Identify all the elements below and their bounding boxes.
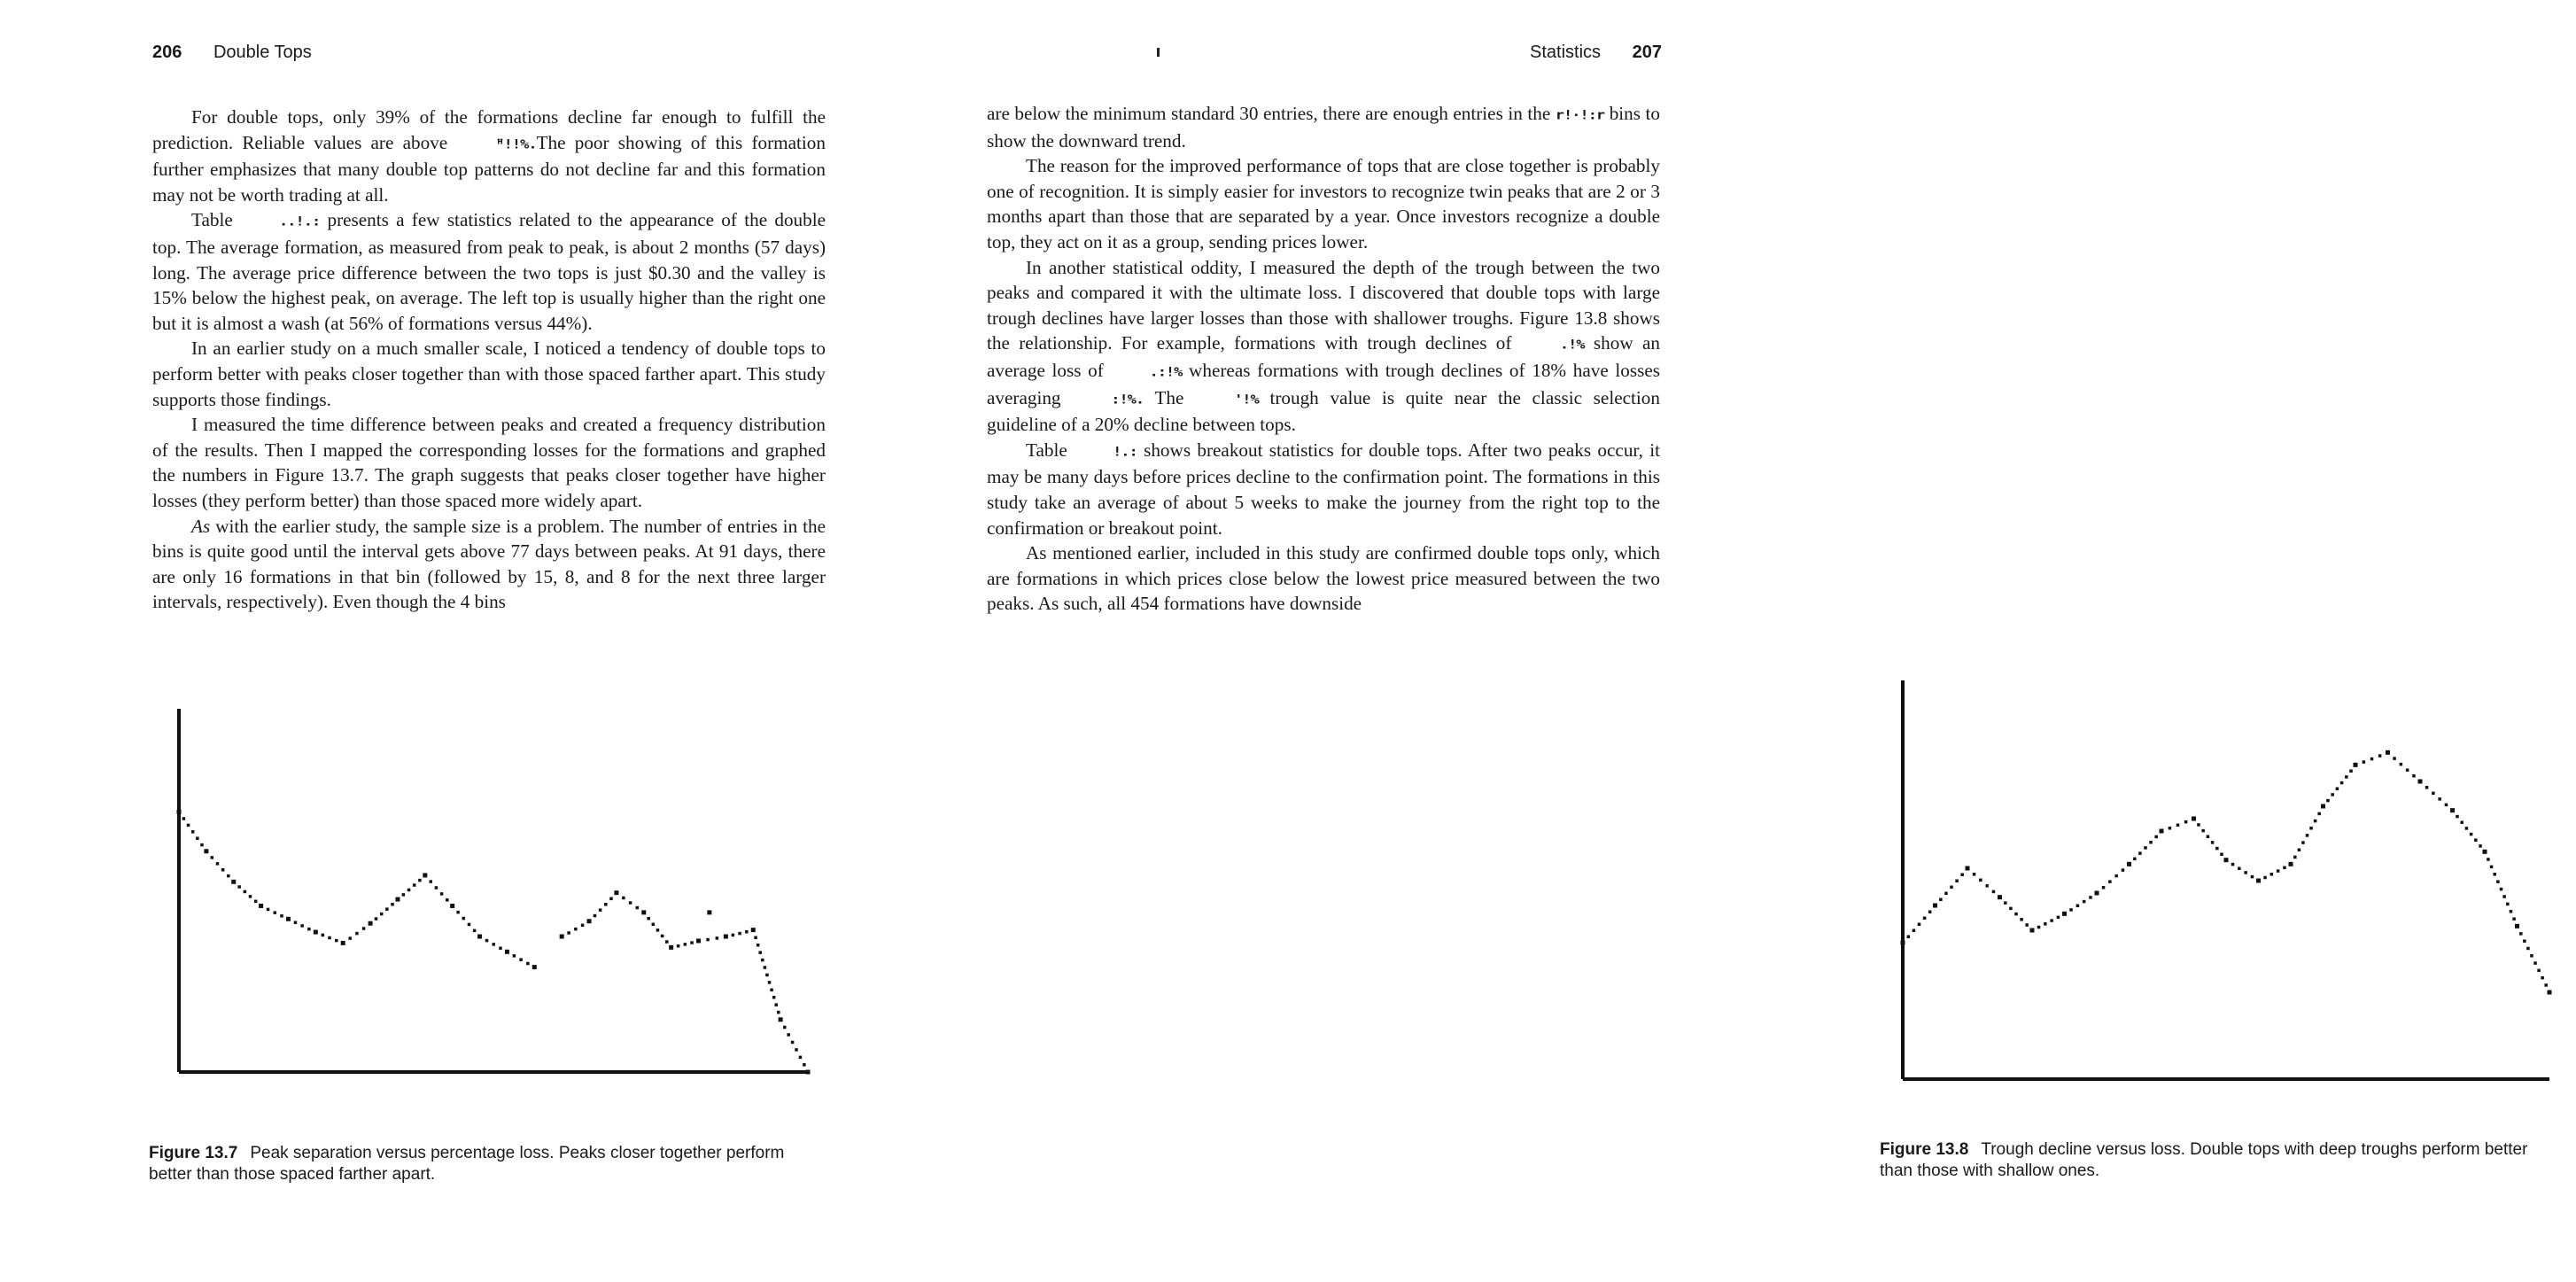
line-dot (2306, 834, 2309, 837)
figure-13-7-caption (149, 1143, 822, 1185)
center-tick-mark (1157, 48, 1160, 57)
line-dot (783, 1026, 787, 1029)
data-point (2224, 858, 2229, 862)
line-dot (745, 930, 749, 934)
data-point (477, 935, 482, 939)
line-dot (237, 885, 241, 889)
line-dot (2069, 908, 2073, 912)
line-dot (2301, 841, 2305, 844)
line-dot (677, 944, 680, 948)
data-point (2062, 912, 2067, 916)
line-dot (2487, 858, 2490, 861)
line-dot (1939, 898, 1943, 902)
line-dot (594, 914, 597, 918)
line-dot (499, 946, 502, 950)
line-dot (2014, 913, 2018, 916)
line-dot (362, 927, 366, 930)
line-dot (2456, 815, 2459, 819)
line-dot (754, 936, 757, 940)
line-dot (2314, 820, 2317, 823)
data-point (641, 910, 646, 914)
data-point (2548, 991, 2552, 995)
right-running-head (1530, 43, 1662, 69)
data-point (2160, 829, 2164, 834)
line-dot (2378, 754, 2382, 758)
line-dot (473, 929, 477, 933)
line-dot (385, 907, 389, 911)
line-dot (2345, 775, 2348, 779)
line-dot (1979, 879, 1982, 882)
line-dot (772, 996, 776, 999)
line-dot (254, 900, 258, 904)
data-point (395, 897, 400, 902)
line-dot (1913, 929, 1916, 933)
data-point (286, 917, 291, 921)
line-dot (493, 943, 496, 946)
line-dot (2108, 880, 2112, 883)
line-dot (652, 923, 656, 927)
line-dot (647, 917, 650, 921)
line-dot (2207, 835, 2210, 839)
line-dot (407, 889, 411, 892)
line-dot (2500, 888, 2503, 891)
right-body-text (987, 101, 1660, 617)
figure-label: Figure 13.8 (1880, 1140, 1969, 1159)
line-dot (787, 1033, 790, 1037)
data-point (707, 910, 711, 914)
line-dot (2445, 804, 2448, 807)
line-dot (227, 874, 230, 878)
line-dot (1950, 886, 1953, 890)
line-dot (2220, 853, 2223, 857)
line-dot (2523, 939, 2526, 943)
line-dot (2238, 867, 2241, 871)
line-dot (2474, 839, 2478, 843)
line-dot (684, 943, 687, 946)
paragraph: In an earlier study on a much smaller scale, I noticed a tendency of double tops to perform better with peaks closer together than with those spaced farther apart. This study supports those findings. (152, 338, 826, 410)
line-dot (456, 911, 460, 914)
line-dot (2201, 829, 2205, 833)
line-dot (2020, 918, 2023, 921)
paragraph: As with the earlier study, the sample size is a problem. The number of entries in the bins is quite good until the interval gets above 77 days between peaks. At 91 days, there are only 16 formations in that bin (followed by 15, 8, and 8 for the next three larger intervals, respectively). Even though the 4 bins (152, 515, 826, 613)
line-dot (2263, 876, 2267, 880)
left-page (0, 0, 907, 1282)
data-point (532, 965, 537, 969)
paragraph: Table !.: shows breakout statistics for double tops. After two peaks occur, it may be many days before prices decline to the confirmation point. The formations in this study take an average of about 5 weeks to make the journey from the right top to the confirmation or breakout point. (987, 439, 1660, 539)
line-dot (2336, 788, 2339, 791)
data-point (2483, 850, 2487, 854)
garbled-table-ref: ..!.: (279, 214, 321, 229)
line-dot (1918, 923, 1921, 927)
data-point (450, 904, 454, 908)
line-dot (2122, 868, 2125, 872)
line-dot (2512, 917, 2516, 921)
line-dot (1985, 884, 1989, 888)
line-dot (770, 989, 773, 992)
line-dot (2502, 895, 2506, 898)
line-dot (2244, 871, 2247, 874)
data-point (177, 810, 182, 814)
line-dot (609, 897, 613, 901)
line-dot (2138, 851, 2142, 855)
data-point (2030, 928, 2035, 933)
line-dot (1992, 890, 1996, 894)
line-dot (2393, 757, 2396, 760)
line-dot (1955, 880, 1959, 883)
line-dot (690, 941, 694, 944)
data-point (423, 873, 427, 877)
line-dot (2298, 849, 2301, 852)
line-dot (244, 890, 247, 894)
line-dot (526, 962, 530, 966)
garbled-value: .:!% (1149, 364, 1183, 380)
garbled-value: :!%. (1111, 392, 1144, 408)
line-dot (2251, 875, 2254, 879)
line-dot (2510, 910, 2513, 913)
paragraph: In another statistical oddity, I measured the depth of the trough between the two peaks and compared it with the ultimate loss. I discovered that double tops with large trough declines have larger losses than those with shallower troughs. Figure 13.8 shows the relationship. For example, formations with trough declines of .!% show an average loss of .:!% whereas formations with trough declines of 18% have losses averaging :!%. The '!% trough value is quite near the classic selection guideline of a 20% decline between tops. (987, 256, 1661, 436)
line-dot (1907, 936, 1911, 939)
line-dot (2370, 758, 2374, 761)
data-point (2095, 891, 2099, 896)
line-dot (732, 934, 735, 937)
line-dot (418, 879, 422, 882)
line-dot (768, 981, 772, 984)
garbled-value: ꟸ!!%. (495, 136, 537, 152)
line-dot (211, 856, 214, 859)
left-body-text (152, 105, 826, 615)
data-point (806, 1070, 811, 1075)
line-dot (661, 935, 664, 938)
line-dot (581, 924, 585, 928)
line-dot (2102, 886, 2106, 890)
line-dot (519, 958, 523, 961)
line-dot (446, 898, 449, 902)
line-dot (2309, 827, 2313, 830)
data-point (2289, 862, 2293, 866)
line-dot (468, 923, 471, 927)
line-dot (2470, 833, 2473, 836)
line-dot (435, 886, 438, 890)
paragraph: I measured the time difference between peaks and created a frequency distribution of the results. Then I mapped the corresponding losses for the formations and graphed the numbers in Figure 13.7. The graph suggests that peaks closer together have higher losses (they perform better) than those spaced more widely apart. (152, 414, 826, 511)
line-dot (187, 824, 190, 827)
line-dot (307, 928, 311, 931)
line-dot (1928, 911, 1932, 914)
line-dot (440, 892, 444, 896)
line-dot (485, 939, 489, 943)
line-dot (191, 830, 195, 834)
line-dot (2149, 841, 2153, 844)
line-dot (2493, 873, 2496, 876)
line-dot (216, 862, 220, 866)
line-dot (2197, 823, 2200, 827)
data-point (1966, 866, 1970, 871)
line-dot (2133, 858, 2137, 861)
data-point (231, 880, 236, 884)
line-dot (355, 932, 359, 936)
caption-text: Trough decline versus loss. Double tops with deep troughs perform better than those with shallow ones. (1880, 1140, 2528, 1180)
line-dot (799, 1056, 803, 1060)
line-dot (2144, 846, 2147, 850)
line-dot (2465, 827, 2469, 830)
line-dot (413, 883, 416, 887)
line-dot (380, 913, 384, 916)
line-dot (2400, 763, 2403, 766)
data-point (779, 1017, 783, 1022)
line-dot (757, 944, 760, 947)
line-dot (2009, 907, 2013, 911)
line-dot (2076, 905, 2080, 908)
line-dot (2340, 781, 2344, 785)
data-point (204, 849, 208, 853)
line-dot (2406, 768, 2409, 772)
line-dot (777, 1011, 780, 1014)
line-dot (758, 951, 762, 954)
data-point (1998, 895, 2002, 899)
line-dot (791, 1041, 795, 1045)
figure-label: Figure 13.7 (149, 1144, 238, 1162)
line-dot (2283, 866, 2286, 870)
paragraph: The reason for the improved performance of tops that are close together is probably one of recognition. It is simply easier for investors to recognize twin peaks that are 2 or 3 months apart than those that are separated by a year. Once investors recognize a double top, they act on it as a group, sending prices lower. (987, 155, 1660, 253)
data-point (2192, 817, 2196, 821)
line-dot (2270, 873, 2274, 876)
line-dot (665, 940, 669, 944)
data-point (2515, 924, 2519, 928)
line-dot (2438, 797, 2441, 801)
data-point (560, 935, 564, 939)
line-dot (2083, 900, 2086, 904)
line-dot (2154, 835, 2158, 839)
line-dot (430, 880, 433, 883)
line-dot (2050, 919, 2053, 922)
line-dot (2490, 866, 2494, 869)
paragraph: Table ..!.: presents a few statistics related to the appearance of the double top. The average formation, as measured from peak to peak, is about 2 months (57 days) long. The average price difference between the two tops is just $0.30 and the valley is 15% below the highest peak, on average. The left top is usually higher than the right one but it is almost a wash (at 56% of formations versus 44%). (152, 209, 826, 334)
line-dot (221, 868, 225, 872)
line-dot (2215, 847, 2219, 851)
line-dot (2537, 969, 2541, 973)
line-dot (2541, 976, 2544, 980)
data-point (724, 935, 728, 939)
line-dot (2277, 869, 2280, 873)
line-dot (574, 928, 578, 931)
left-chapter-title: Double Tops (213, 43, 312, 62)
data-point (669, 945, 673, 950)
line-dot (604, 903, 608, 906)
line-dot (2526, 947, 2530, 951)
line-dot (803, 1063, 806, 1067)
data-point (2450, 808, 2455, 812)
line-dot (622, 897, 625, 900)
paragraph: As mentioned earlier, included in this study are confirmed double tops only, which are formations in which prices close below the lowest price measured between the two peaks. As such, all 454 formations have downside (987, 542, 1660, 615)
data-point (1901, 941, 1905, 945)
line-dot (274, 911, 277, 914)
line-dot (2176, 824, 2180, 827)
line-dot (2363, 760, 2366, 764)
line-dot (765, 974, 769, 977)
line-dot (2412, 774, 2416, 778)
line-dot (716, 936, 719, 940)
line-dot (2184, 820, 2188, 824)
line-dot (267, 908, 270, 912)
line-dot (2089, 896, 2092, 899)
line-dot (2293, 856, 2297, 859)
data-point (505, 950, 509, 954)
right-page (907, 0, 2528, 1282)
line-dot (706, 938, 710, 942)
caption-text: Peak separation versus percentage loss. Peaks closer together perform better than those spaced farther apart. (149, 1144, 785, 1184)
line-dot (636, 906, 640, 909)
line-dot (738, 932, 741, 936)
data-point (314, 930, 318, 935)
line-dot (2533, 961, 2537, 965)
data-point (696, 938, 701, 943)
paragraph: For double tops, only 39% of the formations decline far enough to fulfill the prediction. Reliable values are above ꟸ!!%.The poor showing of this formation further emphasizes that many double top patterns do not decline far and this formation may not be worth trading at all. (152, 106, 826, 206)
data-point (369, 921, 373, 926)
line-dot (2037, 926, 2041, 929)
line-dot (2004, 901, 2007, 905)
line-dot (2317, 812, 2321, 816)
line-dot (182, 817, 186, 820)
line-dot (328, 936, 331, 940)
line-dot (2519, 932, 2523, 936)
right-page-number: 207 (1632, 43, 1662, 62)
data-point (2127, 862, 2131, 866)
figure-13-7-chart (124, 700, 833, 1125)
line-dot (2496, 880, 2500, 883)
line-dot (2460, 821, 2463, 825)
line-dot (567, 931, 570, 935)
data-point (2256, 879, 2261, 883)
data-point (1933, 904, 1937, 908)
line-dot (764, 966, 767, 969)
line-dot (1960, 874, 1964, 877)
line-dot (2326, 799, 2330, 803)
data-point (259, 904, 263, 908)
garbled-value: '!% (1234, 392, 1259, 408)
data-point (341, 941, 345, 945)
data-point (751, 928, 756, 932)
line-dot (2057, 916, 2060, 920)
line-dot (335, 939, 338, 943)
line-dot (375, 917, 378, 921)
line-dot (2044, 922, 2047, 926)
line-dot (391, 903, 394, 906)
left-page-number: 206 (152, 43, 182, 62)
garbled-value: r!·!:r (1555, 107, 1605, 123)
data-point (587, 919, 592, 923)
line-dot (249, 895, 252, 898)
figure-13-8-caption (1880, 1139, 2553, 1182)
garbled-table-ref: !.: (1113, 444, 1137, 460)
line-dot (196, 836, 199, 840)
data-point (2354, 763, 2358, 767)
line-dot (2169, 827, 2172, 830)
line-dot (2530, 954, 2533, 958)
line-dot (402, 893, 406, 897)
line-dot (348, 936, 352, 940)
line-dot (2544, 983, 2548, 987)
line-dot (774, 1003, 778, 1006)
garbled-value: .!% (1559, 337, 1585, 353)
line-dot (2425, 786, 2429, 789)
line-dot (2506, 903, 2510, 906)
line-dot (2114, 874, 2118, 878)
line-dot (462, 917, 466, 921)
line-dot (629, 901, 632, 905)
data-point (2386, 750, 2390, 755)
data-point (614, 890, 618, 895)
line-dot (761, 959, 764, 962)
line-dot (294, 921, 298, 924)
right-chapter-title: Statistics (1530, 43, 1602, 62)
line-dot (1944, 892, 1948, 896)
paragraph: are below the minimum standard 30 entries, there are enough entries in the r!·!:r bins to show the downward trend. (987, 103, 1660, 152)
line-dot (2331, 793, 2334, 796)
line-dot (322, 934, 325, 937)
line-dot (2432, 792, 2435, 796)
line-dot (2349, 770, 2353, 773)
data-point (2418, 780, 2423, 784)
line-dot (280, 914, 283, 918)
data-point (2321, 804, 2325, 809)
figure-13-8-chart (1850, 672, 2576, 1115)
line-dot (2479, 844, 2482, 848)
line-dot (2211, 841, 2215, 844)
line-dot (200, 843, 204, 847)
line-dot (599, 908, 602, 912)
line-dot (1973, 873, 1976, 876)
line-dot (795, 1048, 798, 1052)
line-dot (656, 928, 660, 932)
line-dot (2231, 863, 2235, 866)
left-running-head (152, 43, 312, 69)
line-dot (300, 924, 304, 928)
line-dot (513, 954, 516, 958)
line-dot (1923, 917, 1927, 921)
line-dot (2025, 923, 2029, 927)
